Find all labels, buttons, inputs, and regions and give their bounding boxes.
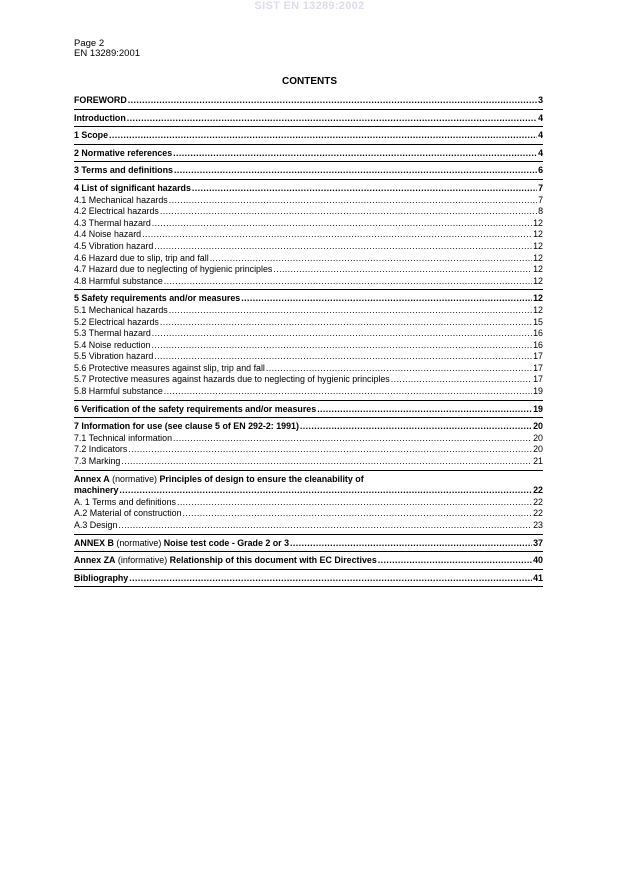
toc-entry-a-3[interactable]: A.3 Design ..... 23	[74, 520, 543, 532]
toc-separator	[74, 534, 543, 535]
toc-separator	[74, 161, 543, 162]
toc-entry-5-1[interactable]: 5.1 Mechanical hazards ..... 12	[74, 305, 543, 317]
toc-separator	[74, 109, 543, 110]
toc-entry-normative-references[interactable]: 2 Normative references ..... 4	[74, 148, 543, 160]
toc-entry-safety-requirements[interactable]: 5 Safety requirements and/or measures ..... 12	[74, 293, 543, 305]
toc-entry-4-1[interactable]: 4.1 Mechanical hazards ..... 7	[74, 195, 543, 207]
toc-entry-scope[interactable]: 1 Scope ..... 4	[74, 130, 543, 142]
toc-entry-introduction[interactable]: Introduction ..... 4	[74, 113, 543, 125]
watermark: SIST EN 13289:2002	[254, 0, 365, 12]
toc-separator	[74, 551, 543, 552]
toc-entry-bibliography[interactable]: Bibliography ..... 41	[74, 573, 543, 585]
toc-separator	[74, 569, 543, 570]
toc-entry-5-7[interactable]: 5.7 Protective measures against hazards due to neglecting of hygienic principles ..... 17	[74, 374, 543, 386]
toc-entry-foreword[interactable]: FOREWORD ..... 3	[74, 95, 543, 107]
toc-entry-annex-a-line1[interactable]: Annex A (normative) Principles of design to ensure the cleanability of	[74, 473, 364, 484]
toc-separator	[74, 126, 543, 127]
toc-entry-verification[interactable]: 6 Verification of the safety requirements and/or measures ..... 19	[74, 404, 543, 416]
toc-entry-list-of-hazards[interactable]: 4 List of significant hazards ..... 7	[74, 183, 543, 195]
toc-entry-4-2[interactable]: 4.2 Electrical hazards ..... 8	[74, 206, 543, 218]
toc-separator	[74, 289, 543, 290]
toc-separator	[74, 417, 543, 418]
toc-entry-4-6[interactable]: 4.6 Hazard due to slip, trip and fall ..... 12	[74, 253, 543, 265]
toc-entry-information-for-use[interactable]: 7 Information for use (see clause 5 of EN 292-2: 1991) ..... 20	[74, 421, 543, 433]
toc-entry-7-2[interactable]: 7.2 Indicators ..... 20	[74, 444, 543, 456]
toc-separator	[74, 400, 543, 401]
toc-entry-annex-a[interactable]: machinery ..... 22	[74, 485, 543, 497]
toc-entry-4-4[interactable]: 4.4 Noise hazard ..... 12	[74, 229, 543, 241]
toc-entry-a-2[interactable]: A.2 Material of construction ..... 22	[74, 508, 543, 520]
page-header	[74, 39, 140, 59]
toc-entry-5-3[interactable]: 5.3 Thermal hazard ..... 16	[74, 328, 543, 340]
toc-entry-a-1[interactable]: A. 1 Terms and definitions ..... 22	[74, 497, 543, 509]
toc-entry-4-5[interactable]: 4.5 Vibration hazard ..... 12	[74, 241, 543, 253]
toc-entry-7-1[interactable]: 7.1 Technical information ..... 20	[74, 433, 543, 445]
toc-separator	[74, 586, 543, 587]
toc-entry-5-6[interactable]: 5.6 Protective measures against slip, trip and fall ..... 17	[74, 363, 543, 375]
toc-entry-4-7[interactable]: 4.7 Hazard due to neglecting of hygienic principles ..... 12	[74, 264, 543, 276]
standard-number: EN 13289:2001	[74, 48, 141, 59]
toc-entry-4-3[interactable]: 4.3 Thermal hazard ..... 12	[74, 218, 543, 230]
contents-title: CONTENTS	[282, 76, 337, 87]
toc-separator	[74, 144, 543, 145]
toc-separator	[74, 179, 543, 180]
toc-entry-5-8[interactable]: 5.8 Harmful substance ..... 19	[74, 386, 543, 398]
toc-entry-5-5[interactable]: 5.5 Vibration hazard ..... 17	[74, 351, 543, 363]
toc-entry-annex-b[interactable]: ANNEX B (normative) Noise test code - Grade 2 or 3 ..... 37	[74, 538, 543, 550]
toc-entry-5-2[interactable]: 5.2 Electrical hazards ..... 15	[74, 317, 543, 329]
toc-separator	[74, 470, 543, 471]
toc-entry-terms-and-definitions[interactable]: 3 Terms and definitions ..... 6	[74, 165, 543, 177]
toc-entry-annex-za[interactable]: Annex ZA (informative) Relationship of this document with EC Directives ..... 40	[74, 555, 543, 567]
toc-entry-4-8[interactable]: 4.8 Harmful substance ..... 12	[74, 276, 543, 288]
toc-entry-7-3[interactable]: 7.3 Marking ..... 21	[74, 456, 543, 468]
page-number: Page 2	[74, 38, 105, 49]
table-of-contents	[74, 95, 543, 590]
toc-entry-5-4[interactable]: 5.4 Noise reduction ..... 16	[74, 340, 543, 352]
